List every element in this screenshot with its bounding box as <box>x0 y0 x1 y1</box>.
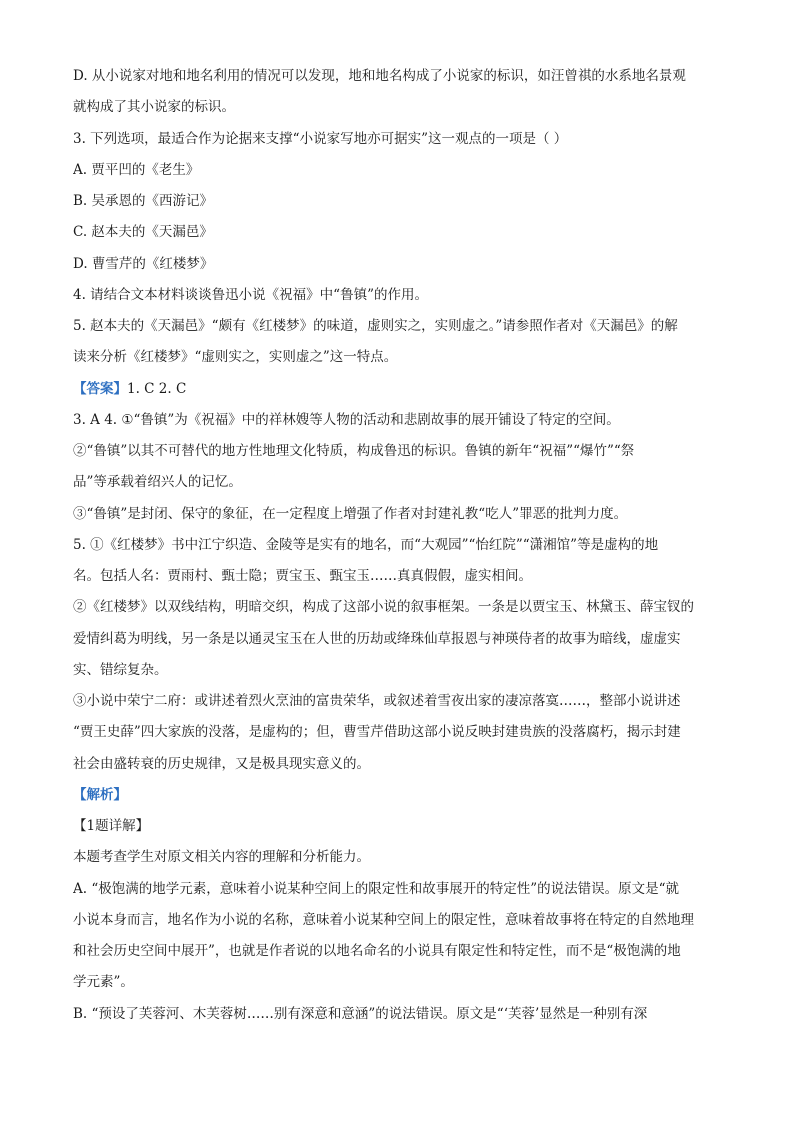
text-line: “贾王史薛”四大家族的没落，是虚构的；但，曹雪芹借助这部小说反映封建贵族的没落腐朽，揭示封建 <box>73 724 681 740</box>
text-line: ②“鲁镇”以其不可替代的地方性地理文化特质，构成鲁迅的标识。鲁镇的新年“祝福”“爆竹”“祭 <box>73 443 635 459</box>
text-line: ③小说中荣宁二府：或讲述着烈火烹油的富贵荣华，或叙述着雪夜出家的凄凉落寞……，整部小说讲述 <box>73 693 681 709</box>
option-a: A. 贾平凹的《老生》 <box>73 162 200 178</box>
text-line: 和社会历史空间中展开”，也就是作者说的以地名命名的小说具有限定性和特定性，而不是“极饱满的地 <box>73 943 681 959</box>
text-line: 爱情纠葛为明线，另一条是以通灵宝玉在人世的历劫或绛珠仙草报恩与神瑛侍者的故事为暗线，虚虚实 <box>73 631 681 647</box>
text-line: 名。包括人名：贾雨村、甄士隐；贾宝玉、甄宝玉……真真假假，虚实相间。 <box>73 568 532 584</box>
text-line: 社会由盛转衰的历史规律，又是极具现实意义的。 <box>73 756 370 772</box>
text-line: 读来分析《红楼梦》“虚则实之，实则虚之”这一特点。 <box>73 349 398 365</box>
option-c: C. 赵本夫的《天漏邑》 <box>73 224 213 240</box>
question-4: 4. 请结合文本材料谈谈鲁迅小说《祝福》中“鲁镇”的作用。 <box>73 287 428 303</box>
text-line: 5. ①《红楼梦》书中江宁织造、金陵等是实有的地名，而“大观园”“怡红院”“潇湘馆”等是虚构的地 <box>73 537 659 553</box>
question-3: 3. 下列选项，最适合作为论据来支撑“小说家写地亦可据实”这一观点的一项是（ ） <box>73 131 568 147</box>
text-line: 实、错综复杂。 <box>73 662 168 678</box>
text-line: D. 从小说家对地和地名利用的情况可以发现，地和地名构成了小说家的标识，如汪曾祺的水系地名景观 <box>73 68 686 84</box>
text-line: 学元素”。 <box>73 974 134 990</box>
option-b: B. 吴承恩的《西游记》 <box>73 193 214 209</box>
text-line: B. “预设了芙蓉河、木芙蓉树……别有深意和意涵”的说法错误。原文是“‘芙蓉’显然是一种别有深 <box>73 1006 648 1022</box>
analysis-line <box>73 785 723 805</box>
option-d: D. 曹雪芹的《红楼梦》 <box>73 256 214 272</box>
subheading: 【1题详解】 <box>73 818 150 834</box>
analysis-tag: 【解析】 <box>73 787 127 803</box>
answer-tag: 【答案】 <box>73 381 127 397</box>
answer-line <box>73 379 723 399</box>
text-line: ②《红楼梦》以双线结构，明暗交织，构成了这部小说的叙事框架。一条是以贾宝玉、林黛玉、薛宝钗的 <box>73 599 694 615</box>
text-line: 3. A 4. ①“鲁镇”为《祝福》中的祥林嫂等人物的活动和悲剧故事的展开铺设了特定的空间。 <box>73 412 620 428</box>
text-line: 小说本身而言，地名作为小说的名称，意味着小说某种空间上的限定性，意味着故事将在特定的自然地理 <box>73 912 694 928</box>
text-line: 品”等承载着绍兴人的记忆。 <box>73 474 242 490</box>
question-5: 5. 赵本夫的《天漏邑》“颇有《红楼梦》的味道，虚则实之，实则虚之。”请参照作者对《天漏邑》的解 <box>73 318 678 334</box>
text-line: 就构成了其小说家的标识。 <box>73 99 235 115</box>
text-line: ③“鲁镇”是封闭、保守的象征，在一定程度上增强了作者对封建礼教“吃人”罪恶的批判力度。 <box>73 506 628 522</box>
answer-text: 1. C 2. C <box>127 381 187 397</box>
text-line: A. “极饱满的地学元素，意味着小说某种空间上的限定性和故事展开的特定性”的说法错误。原文是“就 <box>73 881 680 897</box>
text-line: 本题考查学生对原文相关内容的理解和分析能力。 <box>73 849 370 865</box>
